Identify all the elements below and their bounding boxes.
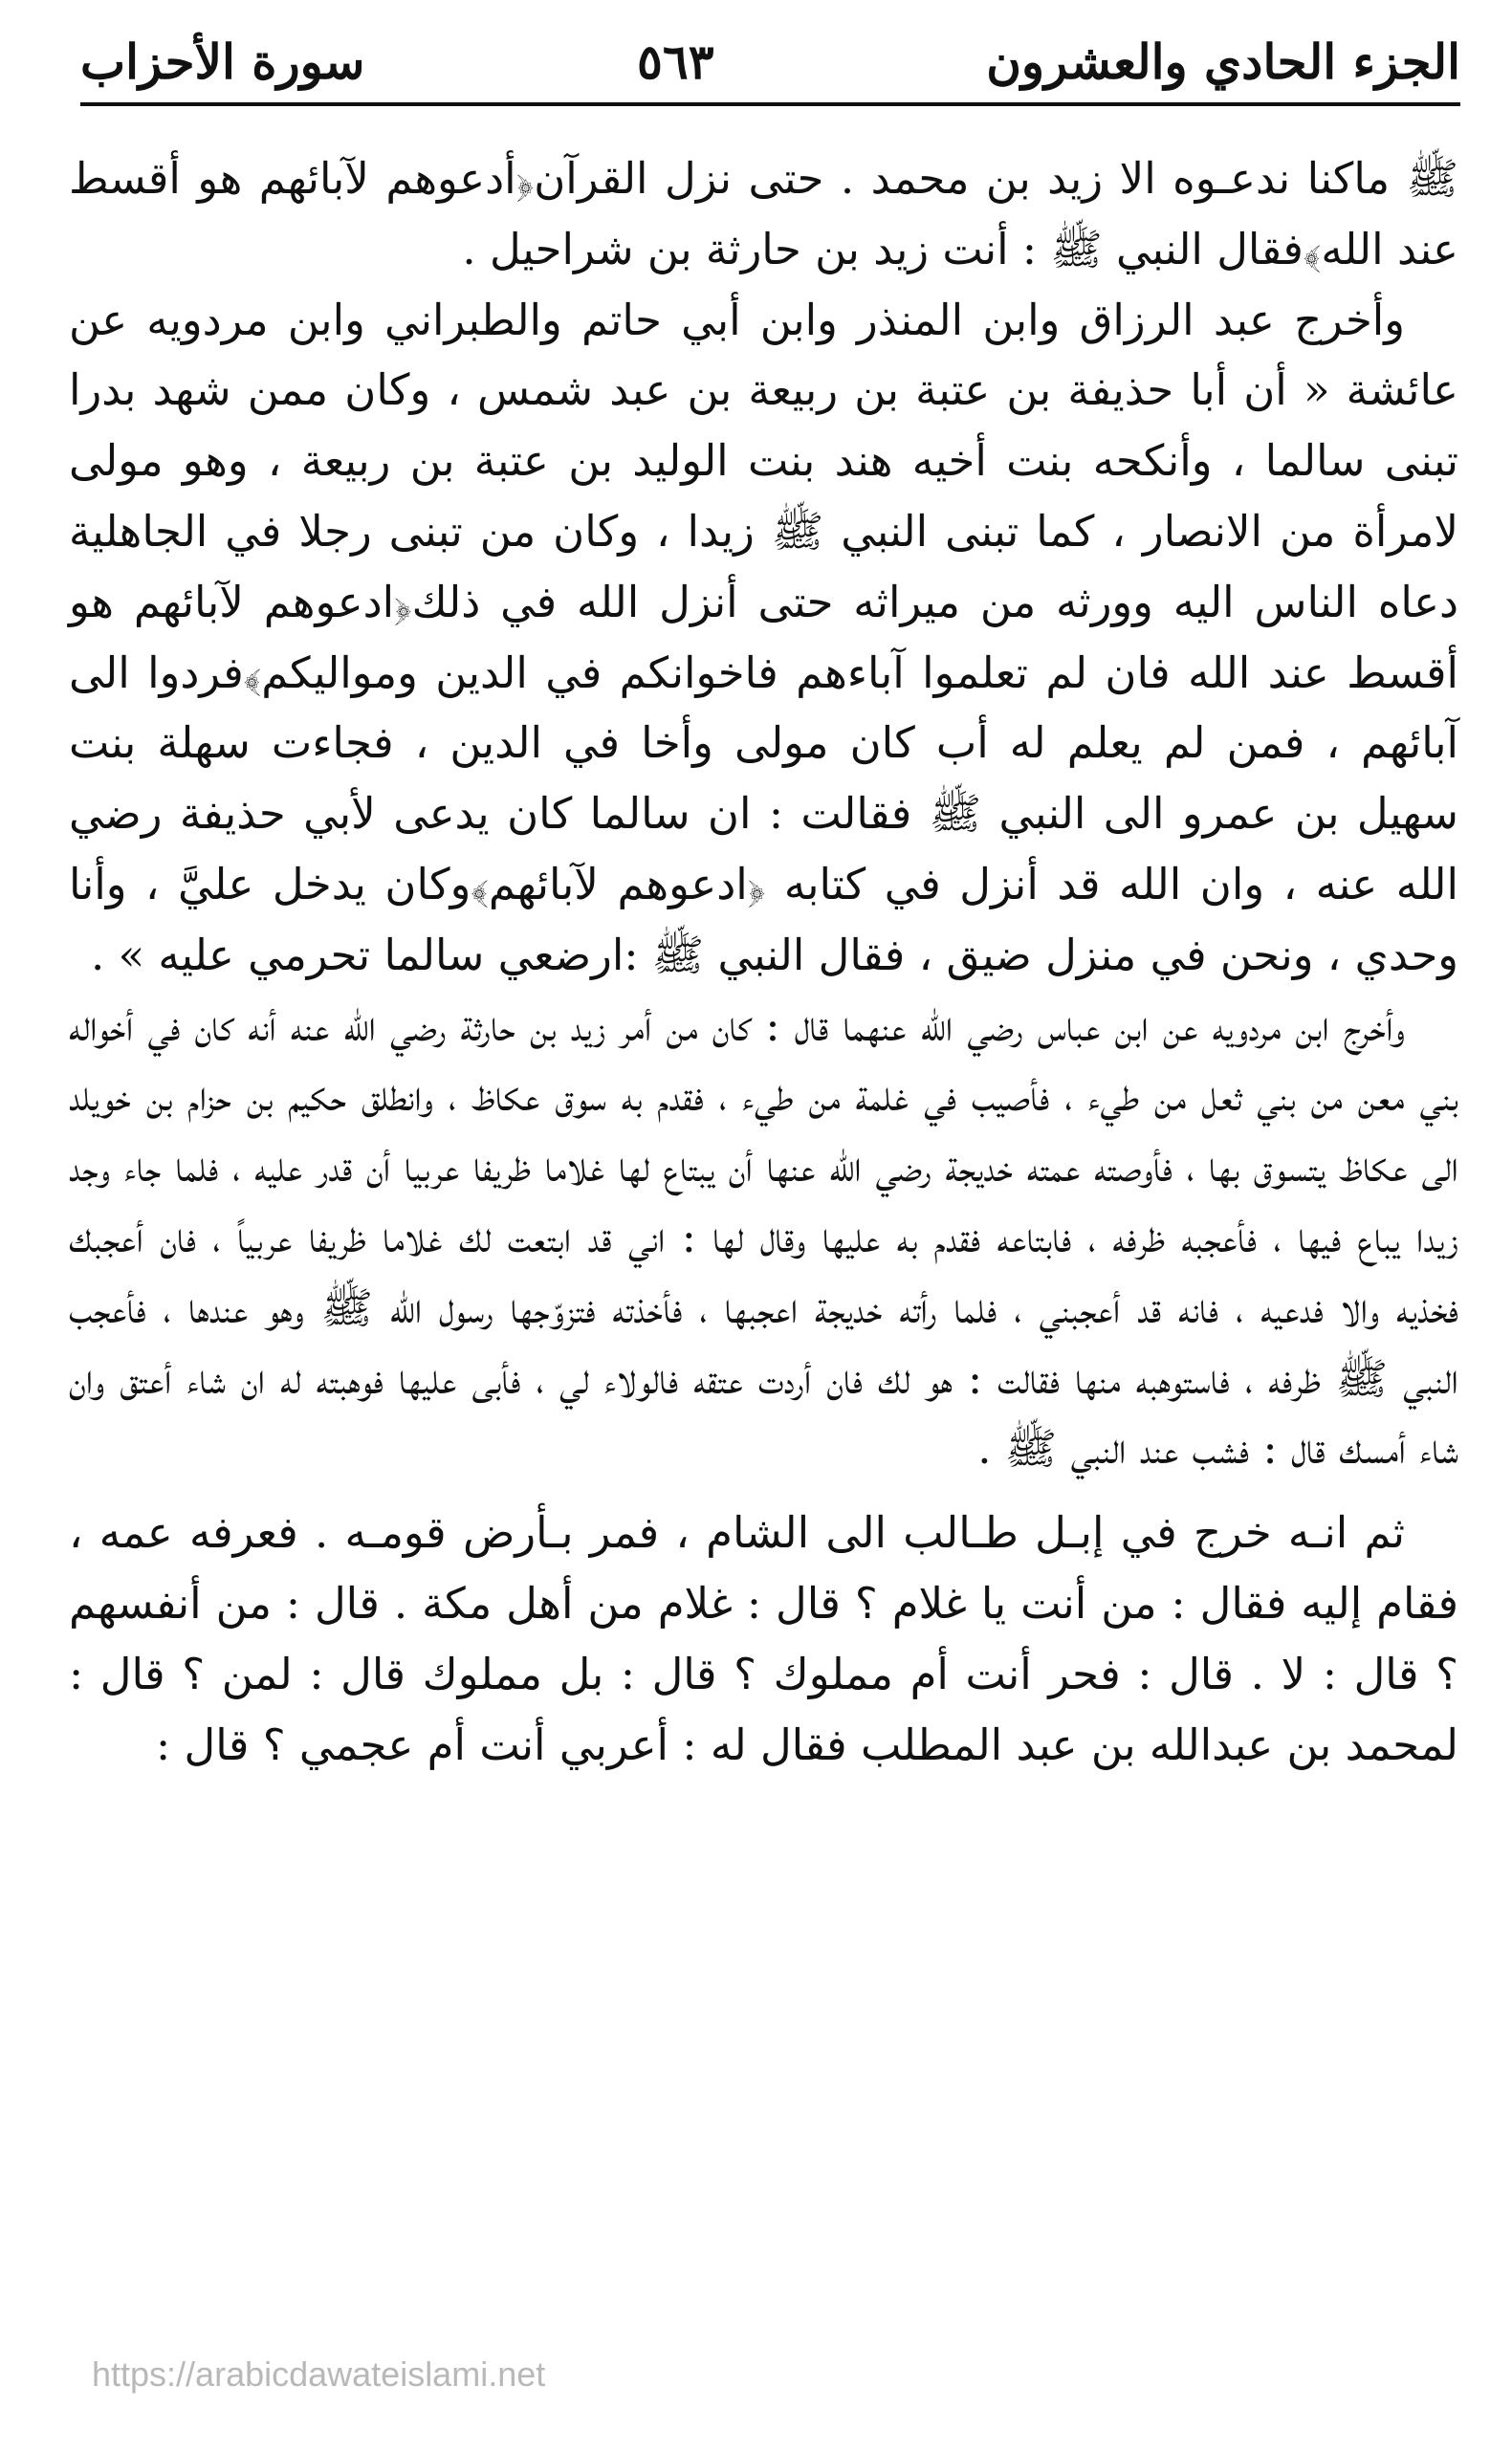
page-header [80, 27, 1460, 98]
paragraph-1: ﷺ ماكنا ندعـوه الا زيد بن محمد . حتى نزل القرآن﴿أدعوهم لآبائهم هو أقسط عند الله﴾فقال النبي ﷺ : أنت زيد بن حارثة بن شراحيل . [69, 153, 1458, 274]
page-body [69, 143, 1458, 1780]
paragraph-3: وأخرج ابن مردويه عن ابن عباس رضي الله عنهما قال : كان من أمر زيد بن حارثة رضي الله عنه أنه كان في أخواله بني معن من بني ثعل من طيء ، فأصيب في غلمة من طيء ، فقدم به سوق عكاظ ، وانطلق حكيم بن حزام بن خويلد الى عكاظ يتسوق بها ، فأوصته عمته خديجة رضي الله عنها أن يبتاع لها غلاما ظريفا عربيا أن قدر عليه ، فلما جاء وجد زيدا يباع فيها ، فأعجبه ظرفه ، فابتاعه فقدم به عليها وقال لها : اني قد ابتعت لك غلاما ظريفا عربياً ، فان أعجبك فخذيه والا فدعيه ، فانه قد أعجبني ، فلما رأته خديجة اعجبها ، فأخذته فتزوّجها رسول الله ﷺ وهو عندها ، فأعجب النبي ﷺ ظرفه ، فاستوهبه منها فقالت : هو لك فان أردت عتقه فالولاء لي ، فأبى عليها فوهبته له ان شاء أعتق وان شاء أمسك قال : فشب عند النبي ﷺ . [69, 999, 1458, 1475]
paragraph-4: ثم انـه خرج في إبـل طـالب الى الشام ، فمر بـأرض قومـه . فعرفه عمه ، فقام إليه فقال : من أنت يا غلام ؟ قال : غلام من أهل مكة . قال : من أنفسهم ؟ قال : لا . قال : فحر أنت أم مملوك ؟ قال : بل مملوك قال : لمن ؟ قال : لمحمد بن عبدالله بن عبد المطلب فقال له : أعربي أنت أم عجمي ؟ قال : [69, 1507, 1458, 1770]
header-surah-label: سورة الأحزاب [80, 33, 365, 90]
page-number: ٥٦٣ [636, 33, 714, 90]
watermark-url: https://arabicdawateislami.net [92, 2354, 546, 2394]
header-rule [80, 102, 1460, 106]
paragraph-2: وأخرج عبد الرزاق وابن المنذر وابن أبي حاتم والطبراني وابن مردويه عن عائشة « أن أبا حذيفة بن عتبة بن ربيعة بن عبد شمس ، وكان ممن شهد بدرا تبنى سالما ، وأنكحه بنت أخيه هند بنت الوليد بن عتبة بن ربيعة ، وهو مولى لامرأة من الانصار ، كما تبنى النبي ﷺ زيدا ، وكان من تبنى رجلا في الجاهلية دعاه الناس اليه وورثه من ميراثه حتى أنزل الله في ذلك﴿ادعوهم لآبائهم هو أقسط عند الله فان لم تعلموا آباءهم فاخوانكم في الدين ومواليكم﴾فردوا الى آبائهم ، فمن لم يعلم له أب كان مولى وأخا في الدين ، فجاءت سهلة بنت سهيل بن عمرو الى النبي ﷺ فقالت : ان سالما كان يدعى لأبي حذيفة رضي الله عنه ، وان الله قد أنزل في كتابه ﴿ادعوهم لآبائهم﴾وكان يدخل عليَّ ، وأنا وحدي ، ونحن في منزل ضيق ، فقال النبي ﷺ :ارضعي سالما تحرمي عليه » . [69, 294, 1458, 980]
header-part-label: الجزء الحادي والعشرون [986, 33, 1460, 90]
